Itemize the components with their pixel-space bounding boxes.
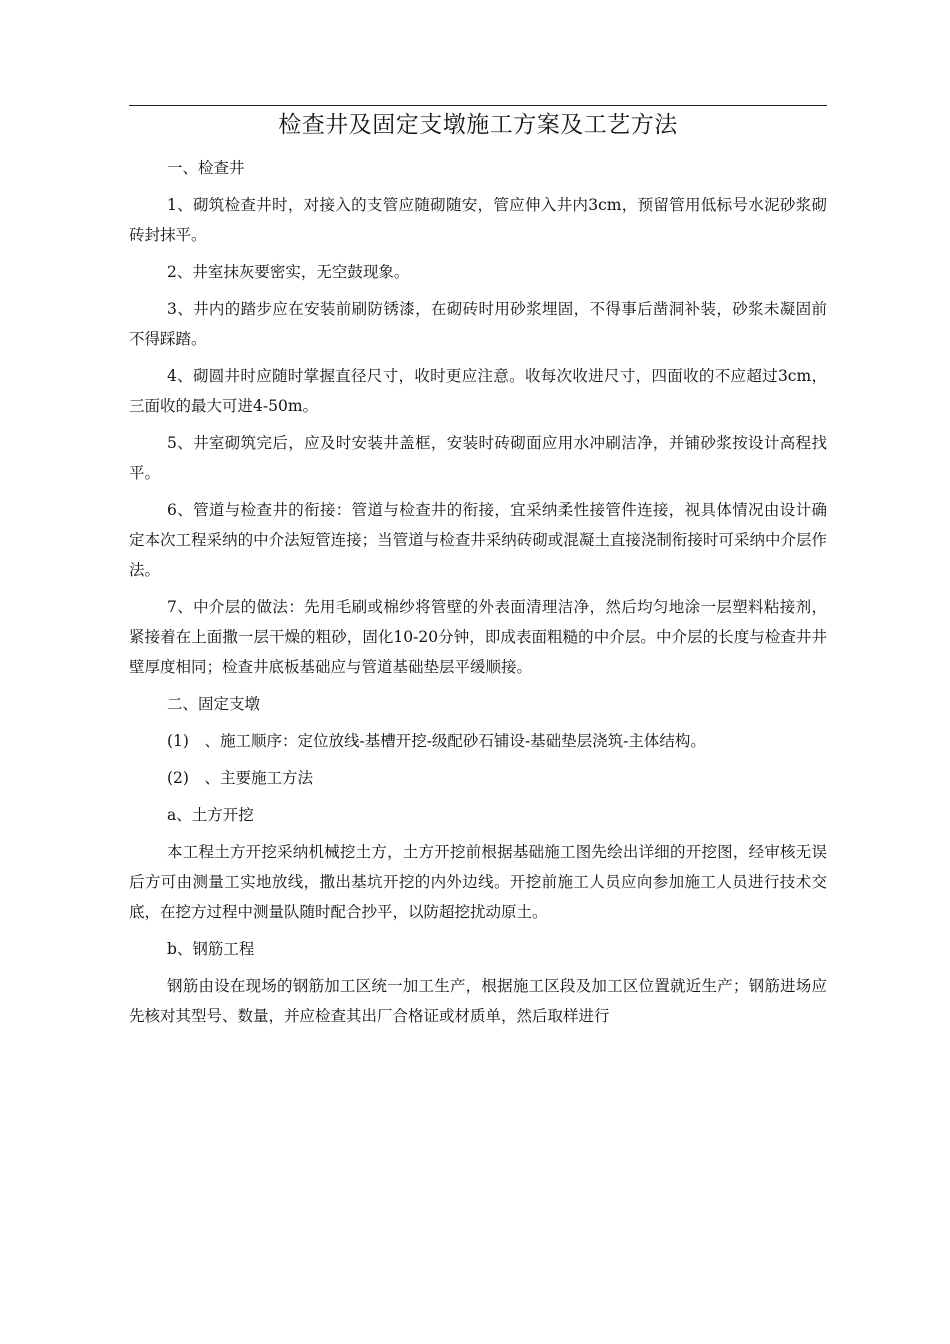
paragraph: 3、井内的踏步应在安装前刷防锈漆，在砌砖时用砂浆埋固，不得事后凿洞补装，砂浆未凝固前不得踩踏。 [129, 300, 827, 348]
section-heading: 一、检查井 [167, 159, 245, 177]
paragraph: (1) 、施工顺序：定位放线-基槽开挖-级配砂石铺设-基础垫层浇筑-主体结构。 [167, 732, 706, 750]
paragraph: 本工程土方开挖采纳机械挖土方，土方开挖前根据基础施工图先绘出详细的开挖图，经审核无误后方可由测量工实地放线，撒出基坑开挖的内外边线。开挖前施工人员应向参加施工人员进行技术交底，在挖方过程中测量队随时配合抄平，以防超挖扰动原土。 [129, 843, 827, 921]
header-rule [129, 105, 827, 106]
section-heading: 二、固定支墩 [167, 695, 261, 713]
subsection-heading: a、土方开挖 [167, 806, 254, 824]
subsection-heading: b、钢筋工程 [167, 940, 255, 958]
paragraph: 1、砌筑检查井时，对接入的支管应随砌随安，管应伸入井内3cm，预留管用低标号水泥砂浆砌砖封抹平。 [129, 196, 827, 244]
paragraph: 4、砌圆井时应随时掌握直径尺寸，收时更应注意。收每次收进尺寸，四面收的不应超过3cm，三面收的最大可进4-50m。 [129, 367, 827, 415]
document-title: 检查井及固定支墩施工方案及工艺方法 [278, 112, 678, 138]
document-body [129, 153, 827, 1038]
paragraph: 钢筋由设在现场的钢筋加工区统一加工生产，根据施工区段及加工区位置就近生产；钢筋进场应先核对其型号、数量，并应检查其出厂合格证或材质单，然后取样进行 [129, 977, 827, 1025]
paragraph: 5、井室砌筑完后，应及时安装井盖框，安装时砖砌面应用水冲刷洁净，并铺砂浆按设计高程找平。 [129, 434, 827, 482]
paragraph: 2、井室抹灰要密实，无空鼓现象。 [167, 263, 410, 281]
paragraph: (2) 、主要施工方法 [167, 769, 313, 787]
paragraph: 6、管道与检查井的衔接：管道与检查井的衔接，宜采纳柔性接管件连接，视具体情况由设计确定本次工程采纳的中介法短管连接；当管道与检查井采纳砖砌或混凝土直接浇制衔接时可采纳中介层作法。 [129, 501, 827, 579]
paragraph: 7、中介层的做法：先用毛刷或棉纱将管壁的外表面清理洁净，然后均匀地涂一层塑料粘接剂，紧接着在上面撒一层干燥的粗砂，固化10-20分钟，即成表面粗糙的中介层。中介层的长度与检查井井壁厚度相同；检查井底板基础应与管道基础垫层平缓顺接。 [129, 598, 827, 676]
